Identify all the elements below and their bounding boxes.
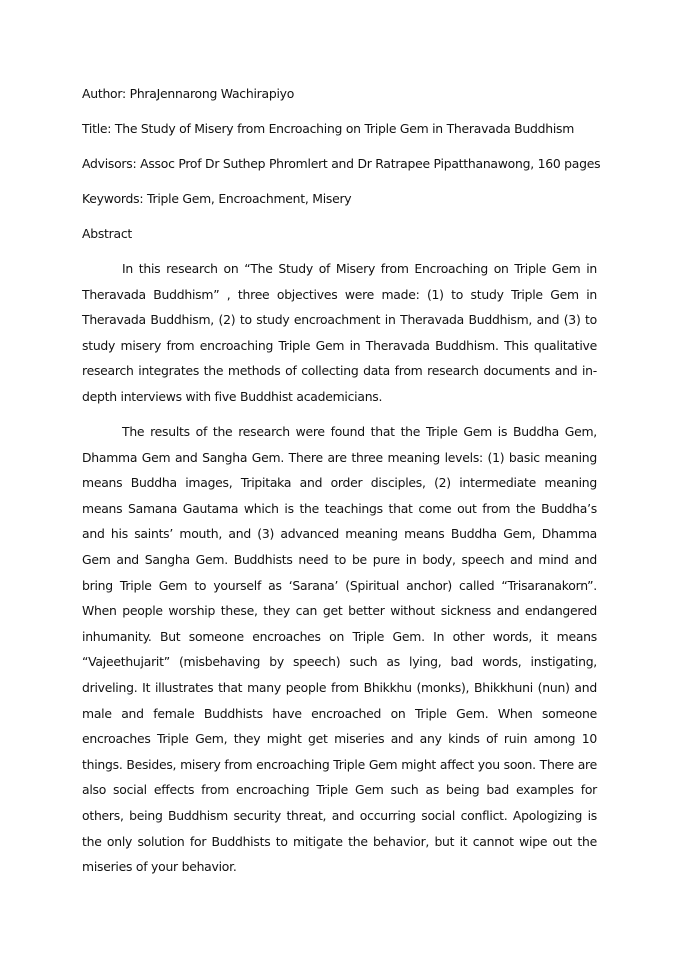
title-line: Title: The Study of Misery from Encroaching on Triple Gem in Theravada Buddhism bbox=[82, 121, 575, 136]
author-line: Author: PhraJennarong Wachirapiyo bbox=[82, 86, 295, 101]
keywords-line: Keywords: Triple Gem, Encroachment, Misery bbox=[82, 191, 352, 206]
abstract-paragraph-1: In this research on “The Study of Misery from Encroaching on Triple Gem in Theravada Buddhism” , three objectives were made: (1) to study Triple Gem in Theravada Buddhism, (2) to study encroachment in Theravada Buddhism, and (3) to study misery from encroaching Triple Gem in Theravada Buddhism. This qualitative research integrates the methods of collecting data from research documents and in-depth interviews with five Buddhist academicians. bbox=[82, 261, 597, 404]
abstract-heading: Abstract bbox=[82, 226, 133, 241]
advisors-line: Advisors: Assoc Prof Dr Suthep Phromlert and Dr Ratrapee Pipatthanawong, 160 pages bbox=[82, 156, 601, 171]
abstract-paragraph-2: The results of the research were found that the Triple Gem is Buddha Gem, Dhamma Gem and Sangha Gem. There are three meaning levels: (1) basic meaning means Buddha images, Tripitaka and order disciples, (2) intermediate meaning means Samana Gautama which is the teachings that come out from the Buddha’s and his saints’ mouth, and (3) advanced meaning means Buddha Gem, Dhamma Gem and Sangha Gem. Buddhists need to be pure in body, speech and mind and bring Triple Gem to yourself as ‘Sarana’ (Spiritual anchor) called “Trisaranakorn”. When people worship these, they can get better without sickness and endangered inhumanity. But someone encroaches on Triple Gem. In other words, it means “Vajeethujarit” (misbehaving by speech) such as lying, bad words, instigating, driveling. It illustrates that many people from Bhikkhu (monks), Bhikkhuni (nun) and male and female Buddhists have encroached on Triple Gem. When someone encroaches Triple Gem, they might get miseries and any kinds of ruin among 10 things. Besides, misery from encroaching Triple Gem might affect you soon. There are also social effects from encroaching Triple Gem such as being bad examples for others, being Buddhism security threat, and occurring social conflict. Apologizing is the only solution for Buddhists to mitigate the behavior, but it cannot wipe out the miseries of your behavior. bbox=[82, 424, 597, 875]
